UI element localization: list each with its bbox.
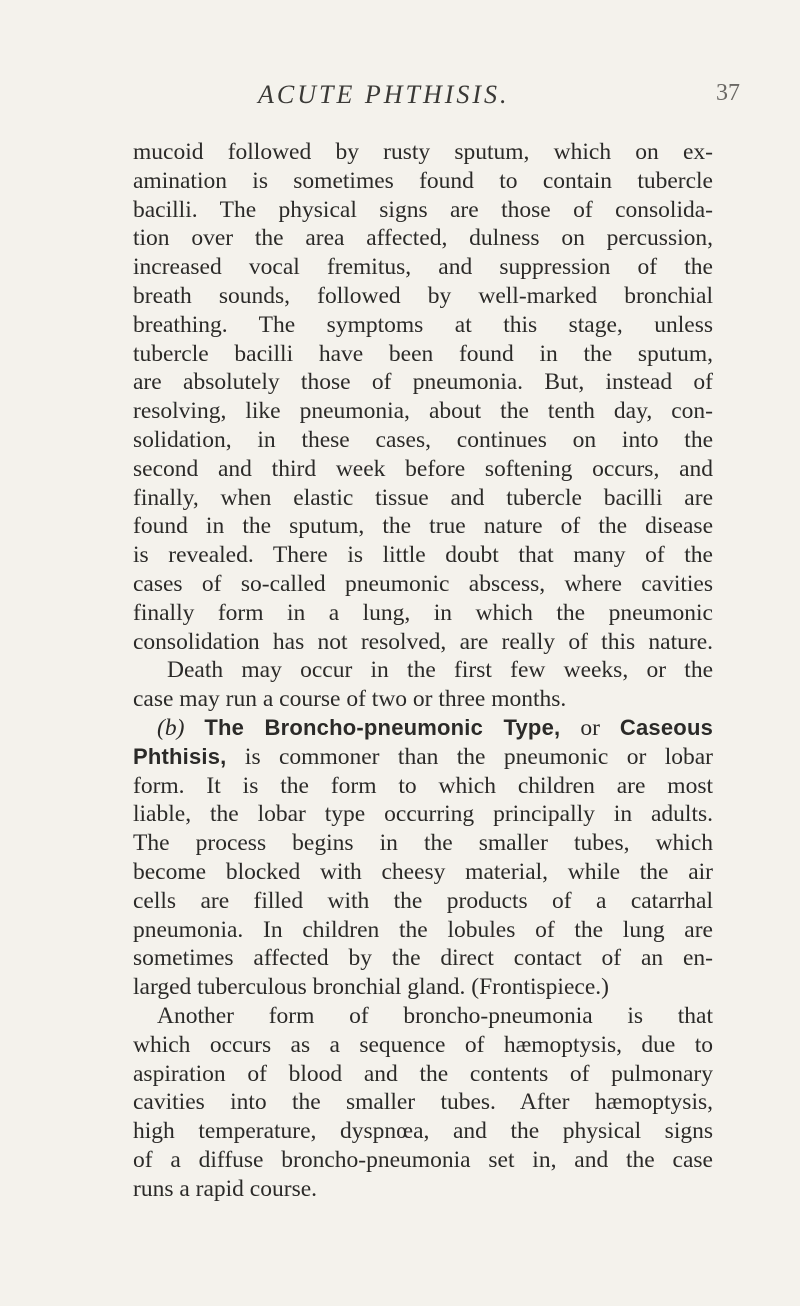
text-line: become blocked with cheesy material, while the air xyxy=(133,858,713,885)
text-line: tion over the area affected, dulness on percussion, xyxy=(133,225,713,252)
body-text xyxy=(133,138,713,1203)
text-line: finally form in a lung, in which the pneumonic xyxy=(133,599,713,626)
text-line: of a diffuse broncho-pneumonia set in, and the case xyxy=(133,1146,713,1173)
text-line: liable, the lobar type occurring principally in adults. xyxy=(133,801,713,828)
text-line: Another form of broncho-pneumonia is that xyxy=(157,1002,713,1029)
text-line: breath sounds, followed by well-marked bronchial xyxy=(133,282,713,309)
running-title: ACUTE PHTHISIS. xyxy=(258,80,510,109)
text-line: aspiration of blood and the contents of pulmonary xyxy=(133,1060,713,1087)
text-line: cases of so-called pneumonic abscess, where cavities xyxy=(133,570,713,597)
text-line: second and third week before softening occurs, and xyxy=(133,455,713,482)
text-line: resolving, like pneumonia, about the tenth day, con- xyxy=(133,398,713,425)
section-marker: (b) xyxy=(157,714,185,741)
section-heading-continued: Caseous xyxy=(619,714,714,740)
text-line: pneumonia. In children the lobules of the lung are xyxy=(133,916,713,943)
text-line: are absolutely those of pneumonia. But, instead of xyxy=(133,369,713,396)
section-b-text: is commoner than the pneumonic or lobar xyxy=(244,743,714,770)
section-b-line-2 xyxy=(133,743,713,772)
text-line: form. It is the form to which children are most xyxy=(133,772,713,799)
text-line: increased vocal fremitus, and suppression of the xyxy=(133,254,713,281)
text-line: is revealed. There is little doubt that many of the xyxy=(133,542,713,569)
text-line: solidation, in these cases, continues on into the xyxy=(133,426,713,453)
section-b-heading-line xyxy=(133,714,713,743)
text-line: amination is sometimes found to contain tubercle xyxy=(133,167,713,194)
text-line: finally, when elastic tissue and tubercle bacilli are xyxy=(133,484,713,511)
text-line: cavities into the smaller tubes. After hæmoptysis, xyxy=(133,1089,713,1116)
text-line: The process begins in the smaller tubes, which xyxy=(133,830,713,857)
text-line: tubercle bacilli have been found in the sputum, xyxy=(133,340,713,367)
text-line: case may run a course of two or three months. xyxy=(133,686,567,713)
page-number: 37 xyxy=(716,80,740,106)
text-line: found in the sputum, the true nature of the disease xyxy=(133,513,713,540)
running-head xyxy=(0,80,800,120)
text-line: which occurs as a sequence of hæmoptysis, due to xyxy=(133,1031,713,1058)
text-line: cells are filled with the products of a catarrhal xyxy=(133,887,713,914)
text-line: larged tuberculous bronchial gland. (Frontispiece.) xyxy=(133,974,609,1001)
heading-connector: or xyxy=(580,714,600,741)
text-line: mucoid followed by rusty sputum, which on ex- xyxy=(133,139,713,165)
text-line: sometimes affected by the direct contact of an en- xyxy=(133,945,713,972)
section-heading-end: Phthisis, xyxy=(133,743,227,769)
text-line: bacilli. The physical signs are those of consolida- xyxy=(133,196,713,223)
text-line: breathing. The symptoms at this stage, unless xyxy=(133,311,713,338)
section-heading: The Broncho-pneumonic Type, xyxy=(204,714,561,740)
text-line: Death may occur in the first few weeks, or the xyxy=(167,657,713,684)
text-line: runs a rapid course. xyxy=(133,1175,318,1202)
text-line: high temperature, dyspnœa, and the physical signs xyxy=(133,1118,713,1145)
text-line: consolidation has not resolved, are really of this nature. xyxy=(133,628,713,655)
